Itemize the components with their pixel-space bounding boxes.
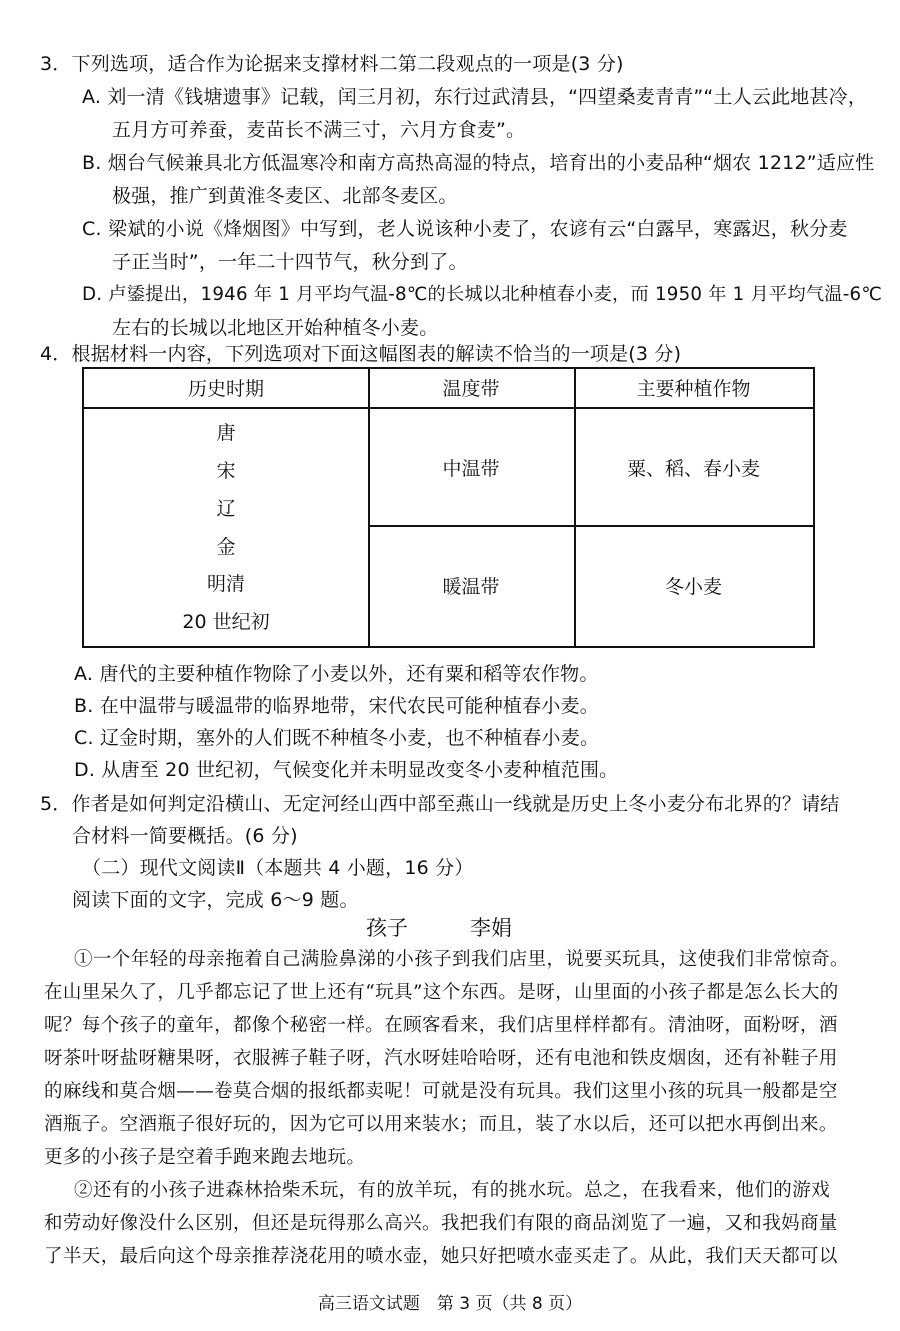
story-paragraph-line: ①一个年轻的母亲拖着自己满脸鼻涕的小孩子到我们店里，说要买玩具，这使我们非常惊奇。 bbox=[74, 949, 849, 970]
story-paragraph-line: 呀茶叶呀盐呀糖果呀，衣服裤子鞋子呀，汽水呀娃哈哈呀，还有电池和铁皮烟囱，还有补鞋子用 bbox=[44, 1048, 838, 1069]
page-footer: 高三语文试题 第 3 页（共 8 页） bbox=[317, 1294, 583, 1314]
table-zone-rule bbox=[368, 525, 813, 527]
story-paragraph-line: 酒瓶子。空酒瓶子很好玩的，因为它可以用来装水；而且，装了水以后，还可以把水再倒出来。 bbox=[44, 1114, 838, 1135]
q3-stem: 3．下列选项，适合作为论据来支撑材料二第二段观点的一项是(3 分) bbox=[40, 53, 624, 75]
q3-option-b-line1: B. 烟台气候兼具北方低温寒冷和南方高热高湿的特点，培育出的小麦品种“烟农 1212”适应性 bbox=[82, 152, 875, 174]
q4-option-b: B. 在中温带与暖温带的临界地带，宋代农民可能种植春小麦。 bbox=[74, 695, 599, 717]
table-zone-warm-temperate: 暖温带 bbox=[442, 576, 500, 598]
table-crop-temperate: 粟、稻、春小麦 bbox=[626, 458, 760, 480]
q3-option-b-line2: 极强，推广到黄淮冬麦区、北部冬麦区。 bbox=[112, 185, 458, 207]
story-author: 李娟 bbox=[470, 916, 512, 940]
table-zone-temperate: 中温带 bbox=[442, 458, 500, 480]
table-header-zone: 温度带 bbox=[442, 378, 500, 400]
table-header-crop: 主要种植作物 bbox=[636, 378, 751, 400]
table-period-item: 金 bbox=[216, 536, 236, 558]
q3-option-d-line2: 左右的长城以北地区开始种植冬小麦。 bbox=[112, 317, 439, 339]
story-paragraph-line: ②还有的小孩子进森林拾柴禾玩，有的放羊玩，有的挑水玩。总之，在我看来，他们的游戏 bbox=[74, 1180, 831, 1201]
q5-stem-line2: 合材料一简要概括。(6 分) bbox=[72, 825, 298, 847]
q3-option-c-line1: C. 梁斌的小说《烽烟图》中写到，老人说该种小麦了，农谚有云“白露早，寒露迟，秋分麦 bbox=[82, 218, 848, 240]
story-paragraph-line: 和劳动好像没什么区别，但还是玩得那么高兴。我把我们有限的商品浏览了一遍，又和我妈商量 bbox=[44, 1213, 838, 1234]
q3-option-a-line1: A. 刘一清《钱塘遗事》记载，闰三月初，东行过武清县，“四望桑麦青青”“土人云此地甚冷， bbox=[82, 86, 868, 108]
story-title: 孩子 bbox=[366, 916, 408, 940]
table-period-item: 辽 bbox=[216, 498, 236, 520]
q3-option-a-line2: 五月方可养蚕，麦苗长不满三寸，六月方食麦”。 bbox=[112, 119, 526, 141]
table-period-item: 宋 bbox=[216, 460, 236, 482]
q4-option-a: A. 唐代的主要种植作物除了小麦以外，还有粟和稻等农作物。 bbox=[74, 663, 599, 685]
section-instruction: 阅读下面的文字，完成 6～9 题。 bbox=[72, 889, 359, 911]
q3-option-c-line2: 子正当时”，一年二十四节气，秋分到了。 bbox=[112, 251, 468, 273]
story-paragraph-line: 更多的小孩子是空着手跑来跑去地玩。 bbox=[44, 1147, 366, 1168]
section-heading: （二）现代文阅读Ⅱ（本题共 4 小题，16 分） bbox=[82, 857, 474, 879]
table-header-period: 历史时期 bbox=[187, 378, 264, 400]
table-divider bbox=[368, 369, 370, 646]
q4-option-d: D. 从唐至 20 世纪初，气候变化并未明显改变冬小麦种植范围。 bbox=[74, 759, 619, 781]
q3-option-d-line1: D. 卢鋈提出，1946 年 1 月平均气温-8℃的长城以北种植春小麦，而 1950 年 1 月平均气温-6℃ bbox=[82, 284, 883, 305]
table-period-item: 明清 bbox=[206, 573, 245, 595]
table-header-rule bbox=[84, 407, 813, 409]
table-crop-warm-temperate: 冬小麦 bbox=[664, 576, 722, 598]
table-period-item: 唐 bbox=[216, 422, 236, 444]
climate-crop-table bbox=[82, 367, 815, 648]
q4-stem: 4．根据材料一内容，下列选项对下面这幅图表的解读不恰当的一项是(3 分) bbox=[40, 343, 682, 365]
story-paragraph-line: 在山里呆久了，几乎都忘记了世上还有“玩具”这个东西。是呀，山里面的小孩子都是怎么长大的 bbox=[44, 982, 839, 1003]
story-paragraph-line: 了半天，最后向这个母亲推荐浇花用的喷水壶，她只好把喷水壶买走了。从此，我们天天都可以 bbox=[44, 1246, 838, 1267]
q4-option-c: C. 辽金时期，塞外的人们既不种植冬小麦，也不种植春小麦。 bbox=[74, 727, 600, 749]
q5-stem-line1: 5．作者是如何判定沿横山、无定河经山西中部至燕山一线就是历史上冬小麦分布北界的？请结 bbox=[40, 793, 840, 815]
table-period-item: 20 世纪初 bbox=[182, 611, 270, 633]
table-divider bbox=[574, 369, 576, 646]
story-paragraph-line: 的麻线和莫合烟——卷莫合烟的报纸都卖呢！可就是没有玩具。我们这里小孩的玩具一般都是空 bbox=[44, 1081, 838, 1102]
story-paragraph-line: 呢？每个孩子的童年，都像个秘密一样。在顾客看来，我们店里样样都有。清油呀，面粉呀，酒 bbox=[44, 1015, 838, 1036]
